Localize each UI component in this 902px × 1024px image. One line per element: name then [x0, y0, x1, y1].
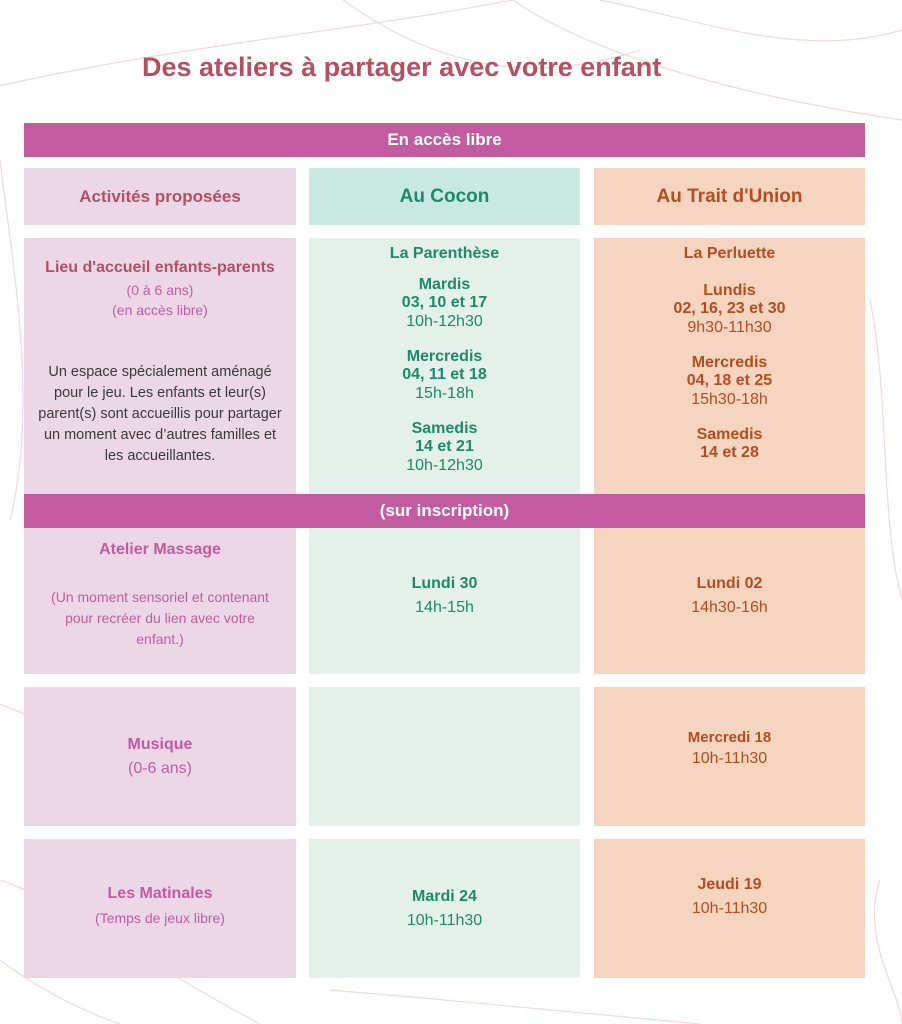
header-cocon: Au Cocon [309, 168, 580, 225]
massage-trait-hours: 14h30-16h [691, 599, 768, 616]
matinales-cocon-day: Mardi 24 [412, 887, 477, 905]
cocon-mardis-hours: 10h-12h30 [406, 313, 483, 330]
cocon-mercredis-dates: 04, 11 et 18 [402, 366, 487, 383]
cocon-samedis-dates: 14 et 21 [415, 438, 474, 455]
cocon-mardis-label: Mardis [418, 276, 471, 293]
massage-cocon-day: Lundi 30 [411, 575, 478, 592]
header-trait-union: Au Trait d'Union [594, 168, 865, 225]
musique-trait-day: Mercredi 18 [687, 728, 772, 746]
trait-samedis-dates: 14 et 28 [700, 444, 759, 461]
lieu-trait-cell [594, 238, 865, 494]
cocon-mardis-dates: 03, 10 et 17 [401, 294, 488, 311]
band-registration: (sur inscription) [24, 494, 865, 528]
massage-description: (Un moment sensoriel et contenant pour recréer du lien avec votre enfant.) [51, 589, 269, 647]
musique-activity-cell [24, 687, 296, 826]
lieu-activity-cell [24, 238, 296, 494]
musique-trait-cell [594, 687, 865, 826]
cocon-samedis-hours: 10h-12h30 [406, 457, 483, 474]
lieu-title: Lieu d'accueil enfants-parents [45, 259, 275, 276]
massage-trait-cell [594, 528, 865, 674]
musique-trait-hours: 10h-11h30 [691, 749, 768, 767]
trait-place-name: La Perluette [683, 245, 776, 262]
lieu-access: (en accès libre) [112, 302, 208, 318]
band-free-access: En accès libre [24, 123, 865, 157]
trait-samedis-label: Samedis [696, 426, 763, 443]
header-activities: Activités proposées [24, 168, 296, 225]
matinales-trait-hours: 10h-11h30 [691, 899, 768, 917]
lieu-age: (0 à 6 ans) [126, 282, 194, 298]
massage-trait-day: Lundi 02 [696, 575, 763, 592]
massage-activity-cell [24, 528, 296, 674]
cocon-mercredis-hours: 15h-18h [415, 385, 474, 402]
massage-title: Atelier Massage [99, 541, 221, 558]
matinales-title: Les Matinales [107, 884, 213, 902]
matinales-trait-day: Jeudi 19 [697, 875, 762, 893]
musique-age: (0-6 ans) [127, 759, 193, 777]
matinales-trait-cell [594, 839, 865, 978]
musique-title: Musique [127, 735, 193, 753]
matinales-cocon-hours: 10h-11h30 [406, 911, 483, 929]
cocon-place-name: La Parenthèse [389, 245, 500, 262]
musique-cocon-cell [309, 687, 580, 826]
page-title: Des ateliers à partager avec votre enfant [142, 52, 662, 82]
lieu-description: Un espace spécialement aménagé pour le jeu. Les enfants et leur(s) parent(s) sont accueillis pour partager un moment avec d’autres familles et les accueillantes. [38, 364, 282, 464]
trait-mercredis-label: Mercredis [691, 354, 768, 371]
lieu-cocon-cell [309, 238, 580, 494]
matinales-description: (Temps de jeux libre) [95, 909, 225, 926]
massage-cocon-cell [309, 528, 580, 674]
matinales-activity-cell [24, 839, 296, 978]
trait-mercredis-dates: 04, 18 et 25 [686, 372, 773, 389]
cocon-mercredis-label: Mercredis [406, 348, 483, 365]
trait-lundis-dates: 02, 16, 23 et 30 [673, 300, 786, 317]
matinales-cocon-cell [309, 839, 580, 978]
trait-lundis-hours: 9h30-11h30 [687, 319, 772, 336]
trait-mercredis-hours: 15h30-18h [691, 391, 768, 408]
trait-lundis-label: Lundis [703, 282, 756, 299]
cocon-samedis-label: Samedis [411, 420, 478, 437]
massage-cocon-hours: 14h-15h [415, 599, 474, 616]
